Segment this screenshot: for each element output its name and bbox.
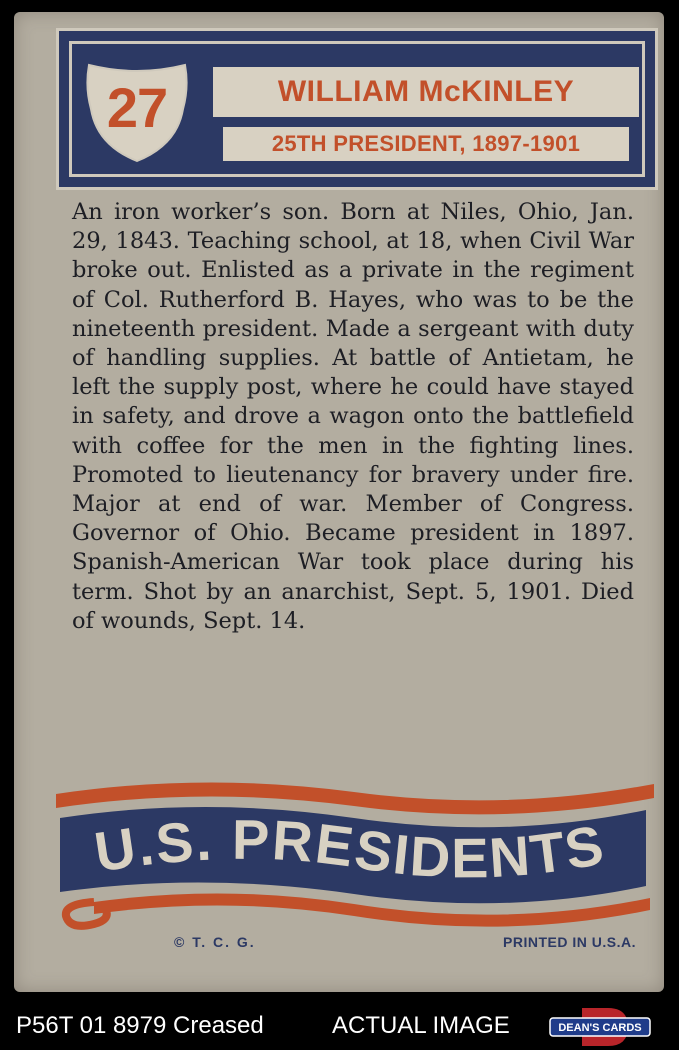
- biography-text: An iron worker’s son. Born at Niles, Ohio, Jan. 29, 1843. Teaching school, at 18, when Civil War broke out. Enlisted as a private in the regiment of Col. Rutherford B. Hayes, who was to be the nineteenth president. Made a sergeant with duty of handling supplies. At battle of Antietam, he left the supply post, where he could have stayed in safety, and drove a wagon onto the battlefield with coffee for the men in the fighting lines. Promoted to lieutenancy for bravery under fire. Major at end of war. Member of Congress. Governor of Ohio. Became president in 1897. Spanish-American War took place during his term. Shot by an anarchist, Sept. 5, 1901. Died of wounds, Sept. 14.: [72, 199, 634, 634]
- logo-text: DEAN'S CARDS: [558, 1022, 642, 1034]
- printed-in-usa: PRINTED IN U.S.A.: [503, 934, 636, 950]
- listing-caption: P56T 01 8979 Creased: [16, 1012, 264, 1039]
- subtitle-plate: [223, 127, 629, 161]
- card-number: 27: [106, 76, 168, 139]
- president-name: WILLIAM McKINLEY: [277, 75, 575, 108]
- card-header: [56, 28, 658, 190]
- name-plate: [213, 67, 639, 117]
- copyright-mark: © T. C. G.: [174, 934, 256, 950]
- banner-title: [88, 802, 628, 902]
- trading-card: [14, 12, 664, 992]
- listing-footer: [0, 1004, 679, 1050]
- svg-text:U.S. PRESIDENTS: [91, 808, 610, 890]
- banner-title-text: U.S. PRESIDENTS: [90, 807, 610, 890]
- deans-cards-logo-icon: [548, 1006, 652, 1048]
- president-term: 25TH PRESIDENT, 1897-1901: [271, 131, 581, 156]
- actual-image-label: ACTUAL IMAGE: [332, 1012, 510, 1039]
